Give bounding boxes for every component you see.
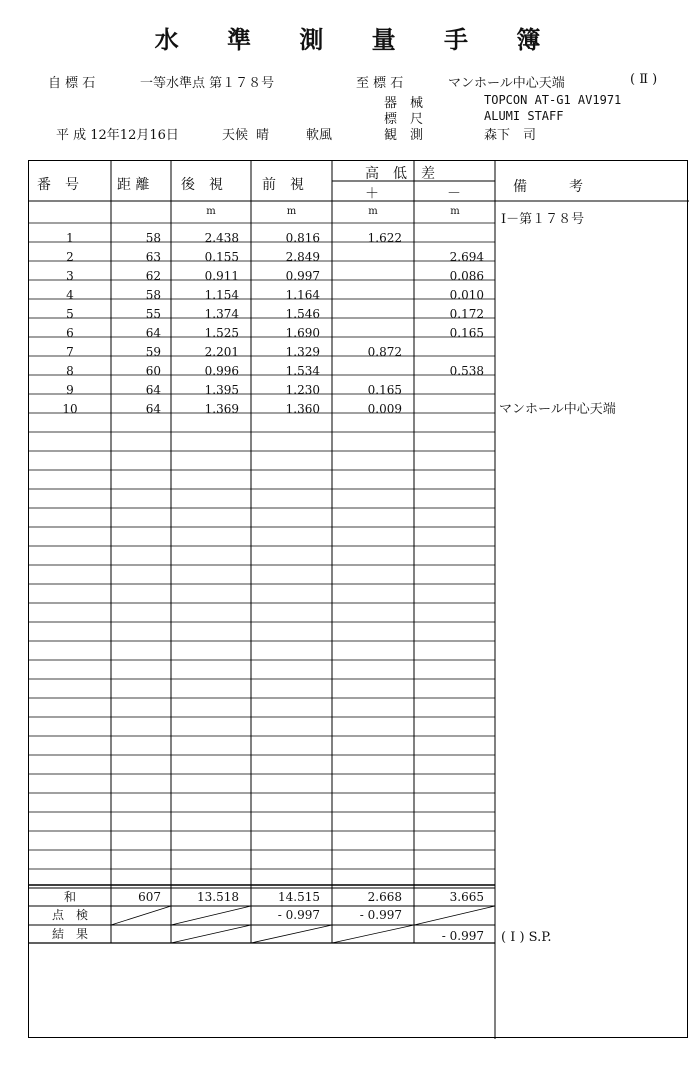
col-foresight: 前 視 — [262, 177, 304, 193]
col-minus: － — [447, 186, 461, 202]
totals-distance: 607 — [138, 890, 161, 904]
row-backsight: 1.154 — [204, 288, 239, 302]
row-distance: 62 — [145, 269, 161, 283]
staff-value: ALUMI STAFF — [484, 109, 564, 123]
leveling-table — [28, 160, 688, 1038]
col-height-diff: 高 低 差 — [365, 166, 435, 182]
row-number: 4 — [66, 288, 74, 302]
row-number: 5 — [66, 307, 74, 321]
slash — [111, 906, 171, 925]
row-minus: 0.010 — [449, 288, 484, 302]
col-plus: ＋ — [365, 186, 379, 202]
row-distance: 60 — [145, 364, 161, 378]
unit-minus: m — [450, 206, 460, 217]
wind-value: 軟風 — [306, 128, 333, 143]
totals-foresight: 14.515 — [278, 890, 320, 904]
row-backsight: 0.155 — [204, 250, 239, 264]
row-backsight: 0.996 — [204, 364, 239, 378]
row-plus — [332, 305, 402, 323]
row-plus: 0.872 — [367, 345, 402, 359]
weather-value: 晴 — [256, 128, 270, 143]
totals-backsight: 13.518 — [197, 890, 239, 904]
slash — [414, 906, 495, 925]
row-number: 2 — [66, 250, 74, 264]
slash — [251, 925, 332, 943]
row-distance: 59 — [145, 345, 161, 359]
weather-label: 天候 — [222, 128, 249, 143]
from-label: 自 標 石 — [48, 76, 96, 91]
row-foresight: 1.164 — [285, 288, 320, 302]
to-value: マンホール中心天端 — [448, 76, 565, 91]
row-backsight: 1.374 — [204, 307, 239, 321]
row-backsight: 1.369 — [204, 402, 239, 416]
col-number: 番 号 — [37, 177, 79, 193]
totals-plus: 2.668 — [367, 890, 402, 904]
totals-label: 和 — [63, 890, 76, 904]
row-plus: 1.622 — [367, 231, 402, 245]
observer-label: 観 測 — [384, 128, 424, 143]
result-label: 結 果 — [51, 927, 88, 941]
check-foresight: - 0.997 — [277, 908, 320, 922]
row-number: 8 — [66, 364, 74, 378]
row-plus — [332, 362, 402, 380]
unit-plus: m — [368, 206, 378, 217]
row-minus — [414, 229, 484, 247]
to-code: ( Ⅱ ) — [630, 72, 658, 87]
to-label: 至 標 石 — [356, 76, 404, 91]
row-plus — [332, 267, 402, 285]
from-value: 一等水準点 第１７８号 — [140, 76, 275, 91]
col-distance: 距 離 — [117, 177, 150, 193]
result-minus: - 0.997 — [441, 929, 484, 943]
check-label: 点 検 — [51, 908, 88, 922]
row-backsight: 2.201 — [204, 345, 239, 359]
totals-minus: 3.665 — [449, 890, 484, 904]
row-distance: 63 — [145, 250, 161, 264]
row-minus — [414, 343, 484, 361]
survey-date: 平 成 12年12月16日 — [56, 128, 179, 143]
row-foresight: 1.360 — [285, 402, 320, 416]
row-foresight: 0.997 — [285, 269, 320, 283]
row-minus — [414, 400, 484, 418]
row-distance: 58 — [145, 231, 161, 245]
check-plus: - 0.997 — [359, 908, 402, 922]
row-plus — [332, 324, 402, 342]
row-distance: 55 — [145, 307, 161, 321]
row-foresight: 2.849 — [285, 250, 320, 264]
remark-end: マンホール中心天端 — [499, 402, 616, 417]
row-foresight: 1.329 — [285, 345, 320, 359]
row-foresight: 1.690 — [285, 326, 320, 340]
row-minus — [414, 381, 484, 399]
row-backsight: 1.395 — [204, 383, 239, 397]
row-number: 6 — [66, 326, 74, 340]
slash — [171, 925, 251, 943]
page-title: 水 準 測 量 手 簿 — [154, 25, 561, 54]
instrument-label: 器 械 — [384, 96, 424, 111]
row-minus: 0.086 — [449, 269, 484, 283]
row-distance: 64 — [145, 383, 161, 397]
col-remarks: 備 考 — [513, 179, 583, 195]
remark-result: ( Ⅰ ) S.P. — [501, 930, 552, 945]
row-backsight: 2.438 — [204, 231, 239, 245]
row-plus: 0.165 — [367, 383, 402, 397]
unit-foresight: m — [286, 206, 297, 217]
row-minus: 0.172 — [449, 307, 484, 321]
row-plus — [332, 286, 402, 304]
row-foresight: 1.534 — [285, 364, 320, 378]
remark-start: Ⅰ－第１７８号 — [501, 212, 585, 227]
unit-backsight: m — [206, 206, 216, 217]
row-number: 3 — [66, 269, 74, 283]
row-minus: 2.694 — [449, 250, 484, 264]
observer-value: 森下 司 — [484, 128, 537, 143]
row-distance: 64 — [145, 402, 161, 416]
row-number: 1 — [66, 231, 74, 245]
row-backsight: 1.525 — [204, 326, 239, 340]
row-plus — [332, 248, 402, 266]
row-number: 10 — [62, 402, 78, 416]
row-foresight: 1.546 — [285, 307, 320, 321]
row-backsight: 0.911 — [204, 269, 239, 283]
col-backsight: 後 視 — [181, 177, 223, 193]
row-foresight: 0.816 — [285, 231, 320, 245]
instrument-value: TOPCON AT-G1 AV1971 — [484, 93, 622, 107]
staff-label: 標 尺 — [384, 112, 424, 127]
row-number: 9 — [66, 383, 74, 397]
row-distance: 58 — [145, 288, 161, 302]
row-plus: 0.009 — [367, 402, 402, 416]
row-minus: 0.165 — [449, 326, 484, 340]
row-minus: 0.538 — [449, 364, 484, 378]
row-foresight: 1.230 — [285, 383, 320, 397]
slash — [332, 925, 414, 943]
row-distance: 64 — [145, 326, 161, 340]
row-number: 7 — [66, 345, 74, 359]
slash — [171, 906, 251, 925]
